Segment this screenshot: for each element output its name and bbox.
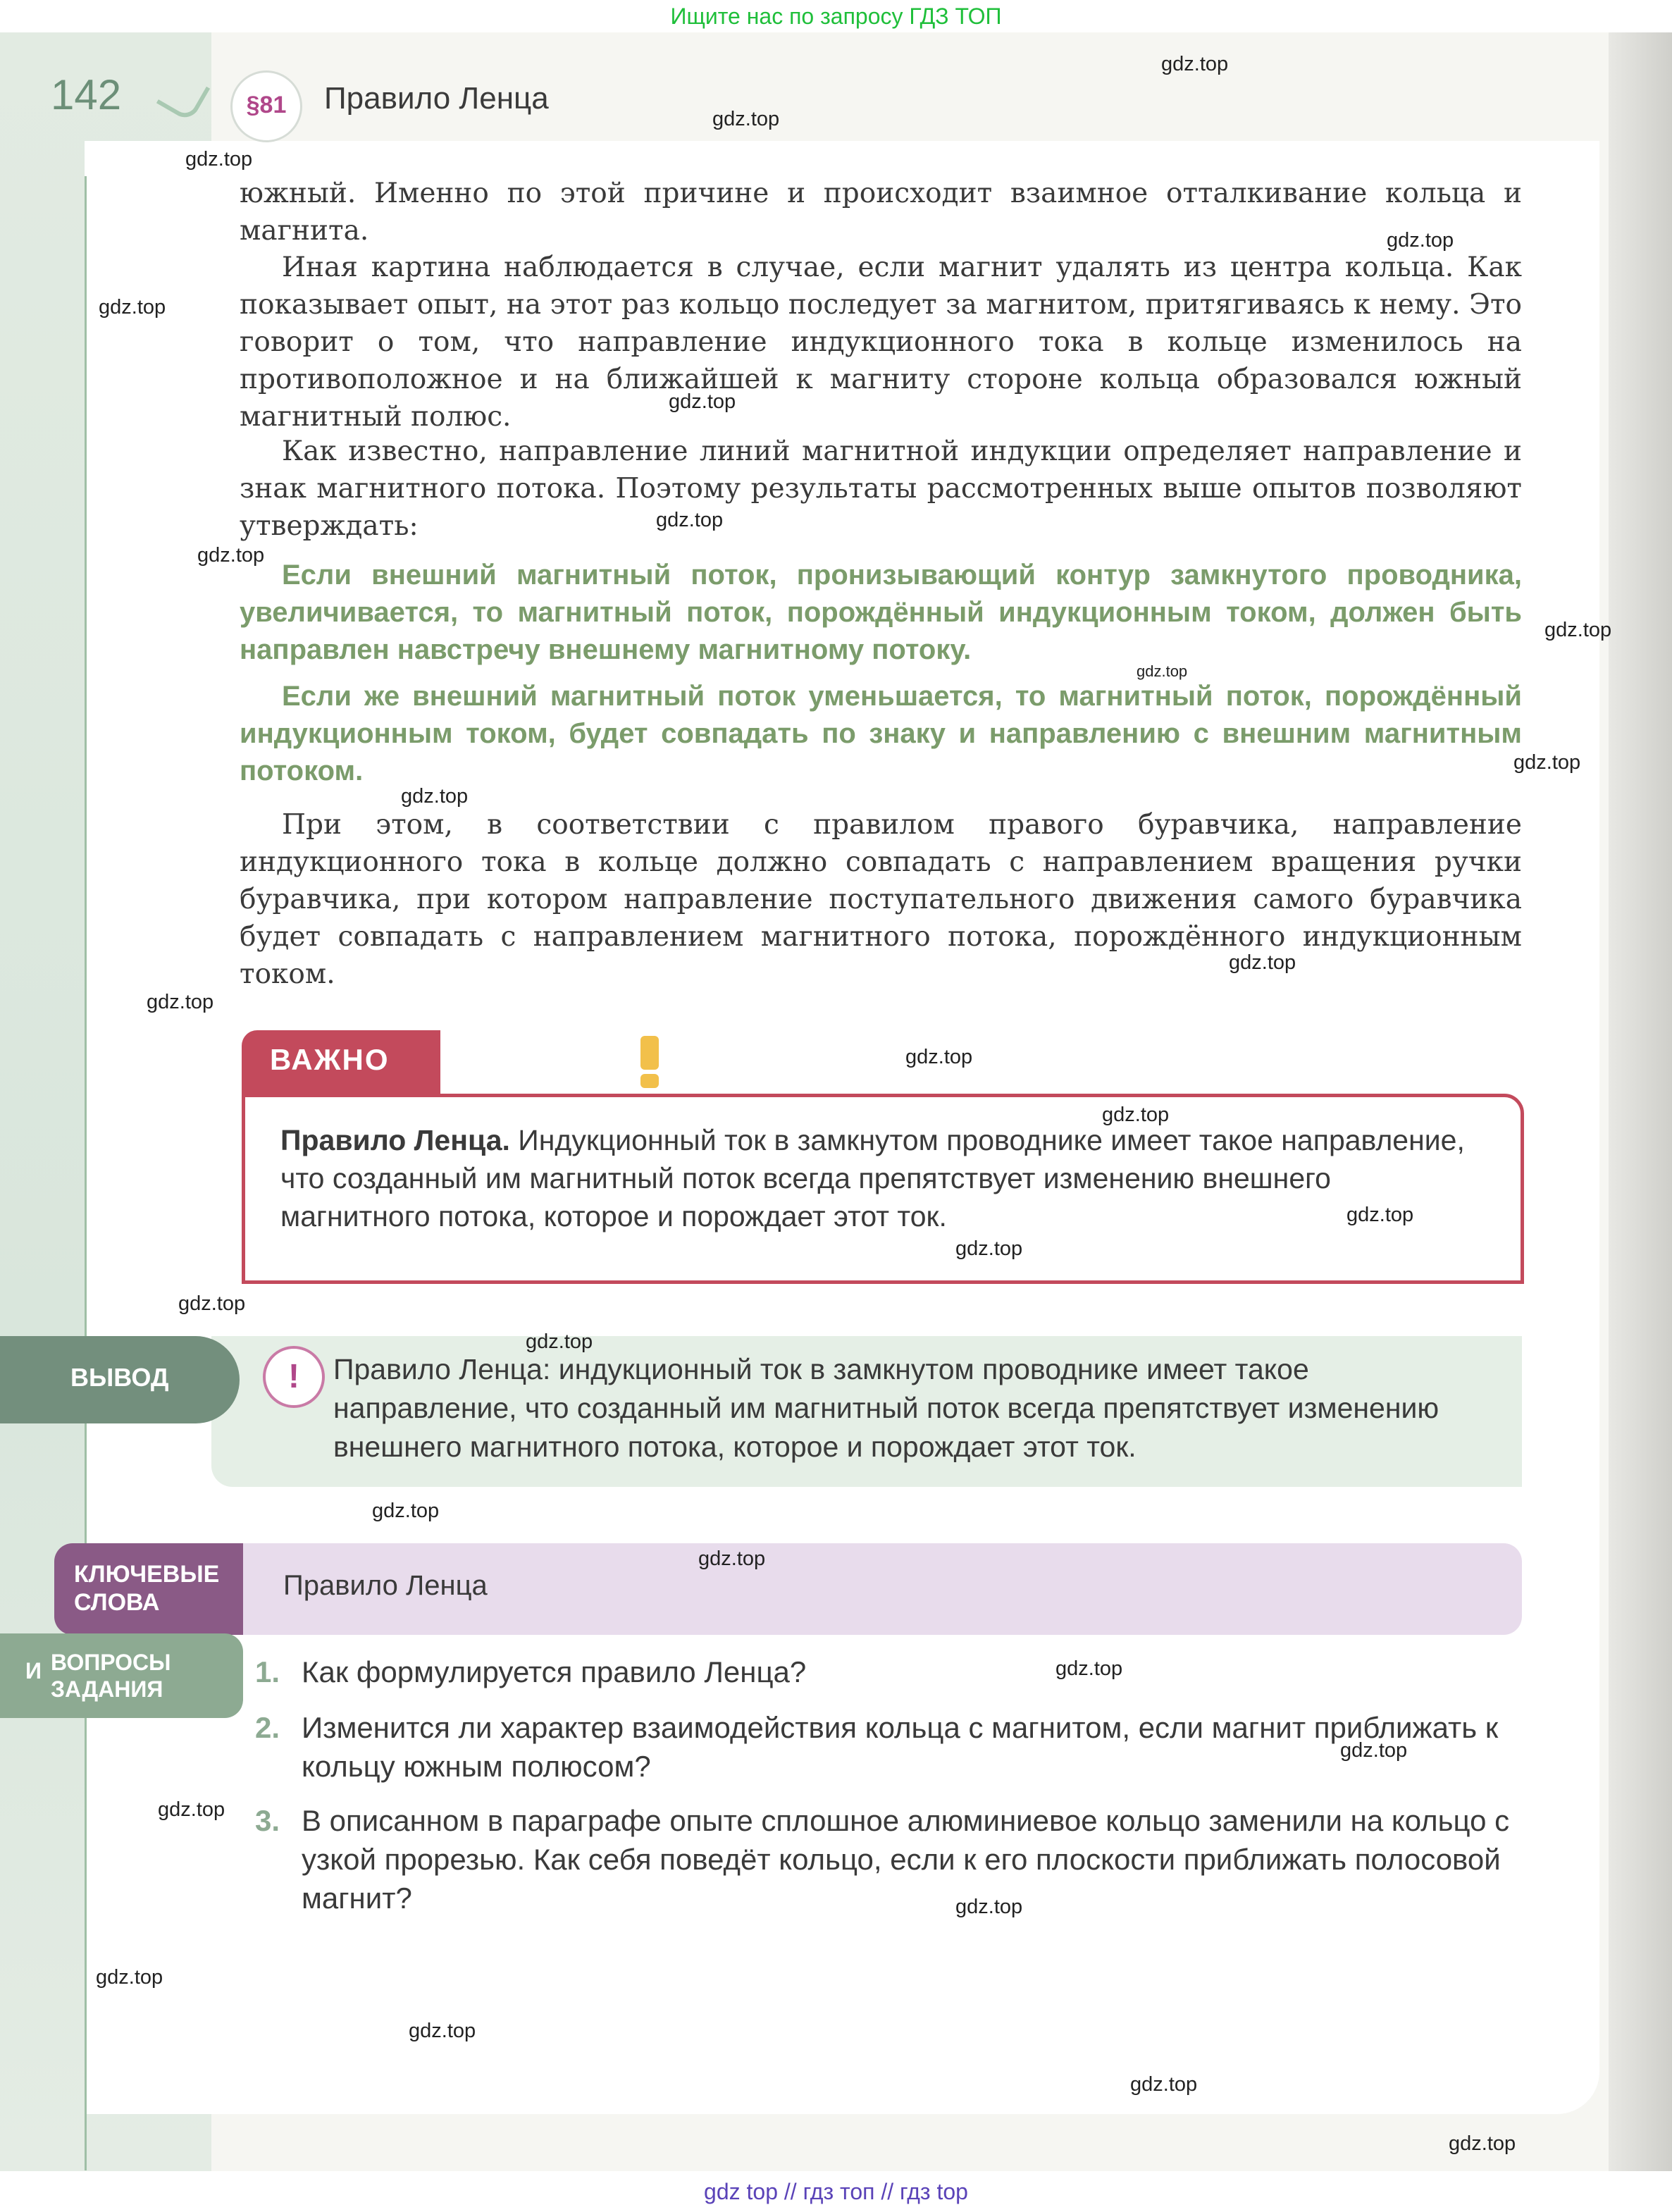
watermark: gdz.top: [1102, 1104, 1170, 1126]
watermark: gdz.top: [96, 1966, 163, 1989]
watermark: gdz.top: [1055, 1657, 1123, 1680]
questions-label: [25, 1649, 171, 1703]
important-box: [242, 1094, 1524, 1284]
watermark: gdz.top: [526, 1330, 593, 1353]
conclusion-tab: [0, 1336, 240, 1423]
questions-tab: [0, 1633, 243, 1718]
rule-decrease: Если же внешний магнитный поток уменьшается, то магнитный поток, порождённый индукционным током, будет совпадать по знаку и направлению с внешним магнитным потоком.: [240, 681, 1522, 786]
watermark: gdz.top: [905, 1046, 973, 1068]
watermark: gdz.top: [409, 2020, 476, 2042]
rule-increase: Если внешний магнитный поток, пронизывающий контур замкнутого проводника, увеличивается, то магнитный поток, порождённый индукционным током, должен быть направлен навстречу внешнему магнитному потоку.: [240, 560, 1522, 665]
questions-label-line1: ВОПРОСЫ: [51, 1650, 171, 1675]
question-number: 1.: [255, 1655, 280, 1688]
keywords-tab: [54, 1543, 243, 1635]
paragraph-1: южный. Именно по этой причине и происходит взаимное отталкивание кольца и магнита.: [240, 178, 1522, 247]
important-term: Правило Ленца.: [280, 1124, 510, 1156]
section-title: Правило Ленца: [324, 81, 549, 116]
paragraph-4: При этом, в соответствии с правилом правого буравчика, направление индукционного тока в кольце должно совпадать с направлением вращения ручки буравчика, при котором направление поступательного движения самого буравчика будет совпадать с направлением магнитного потока, порождённого индукционным током.: [240, 809, 1522, 990]
paragraph-2: Иная картина наблюдается в случае, если магнит удалять из центра кольца. Как показывает опыт, на этот раз кольцо последует за магнитом, притягиваясь к нему. Это говорит о том, что направление индукционного тока в кольце изменилось на противоположное и на ближайшей к магниту стороне кольца образовался южный магнитный полюс.: [240, 252, 1522, 433]
keywords-label-line2: СЛОВА: [74, 1589, 160, 1616]
important-label: ВАЖНО: [270, 1043, 390, 1076]
watermark: gdz.top: [1544, 619, 1612, 641]
watermark: gdz.top: [1229, 951, 1296, 974]
watermark: gdz.top: [698, 1547, 766, 1570]
watermark: gdz.top: [147, 991, 214, 1013]
paragraph-3: Как известно, направление линий магнитной индукции определяет направление и знак магнитного потока. Поэтому результаты рассмотренных выше опытов позволяют утверждать:: [240, 435, 1522, 542]
watermark: gdz.top: [401, 785, 469, 808]
watermark: gdz.top: [1449, 2132, 1516, 2155]
question-number: 3.: [255, 1804, 280, 1837]
watermark: gdz.top: [955, 1896, 1023, 1918]
conclusion-text: Правило Ленца: индукционный ток в замкнутом проводнике имеет такое направление, что созданный им магнитный поток всегда препятствует изменению внешнего магнитного потока, которое и порождает этот ток.: [333, 1353, 1439, 1463]
watermark: gdz.top: [158, 1798, 225, 1821]
attention-icon: !: [263, 1346, 325, 1408]
questions-label-line2: И ЗАДАНИЯ: [25, 1658, 163, 1702]
watermark: gdz.top: [99, 296, 166, 319]
watermark: gdz.top: [1387, 229, 1454, 252]
section-badge: §81: [230, 70, 302, 142]
watermark: gdz.top: [955, 1237, 1023, 1260]
top-banner[interactable]: Ищите нас по запросу ГДЗ ТОП: [0, 0, 1672, 32]
watermark: gdz.top: [178, 1292, 246, 1315]
exclamation-icon: [638, 1036, 662, 1088]
watermark: gdz.top: [197, 544, 265, 567]
keywords-label: [74, 1560, 219, 1617]
watermark: gdz.top: [656, 509, 724, 531]
watermark: gdz.top: [712, 108, 780, 130]
conclusion-label: ВЫВОД: [70, 1363, 169, 1392]
question-item: [255, 1652, 1523, 1691]
keywords-label-line1: КЛЮЧЕВЫЕ: [74, 1561, 220, 1588]
question-number: 2.: [255, 1711, 280, 1744]
bottom-banner[interactable]: gdz top // гдз топ // гдз top: [0, 2171, 1672, 2212]
watermark: gdz.top: [1346, 1204, 1414, 1226]
question-text: Изменится ли характер взаимодействия кольца с магнитом, если магнит приближать к кольцу южным полюсом?: [302, 1711, 1499, 1783]
watermark: gdz.top: [1513, 751, 1581, 774]
page-right-edge: [1609, 32, 1672, 2171]
question-item: [255, 1801, 1523, 1917]
watermark: gdz.top: [1340, 1739, 1408, 1762]
watermark: gdz.top: [669, 390, 736, 413]
page-number: 142: [51, 71, 122, 118]
question-text: В описанном в параграфе опыте сплошное алюминиевое кольцо заменили на кольцо с узкой прорезью. Как себя поведёт кольцо, если к его плоскости приближать полосовой магнит?: [302, 1804, 1510, 1915]
questions-label-prefix: И: [25, 1658, 42, 1683]
important-tab: [242, 1030, 440, 1094]
watermark: gdz.top: [1130, 2073, 1198, 2096]
question-item: [255, 1708, 1523, 1786]
margin-line: [85, 176, 87, 2170]
important-text: Индукционный ток в замкнутом проводнике имеет такое направление, что созданный им магнитный поток всегда препятствует изменению внешнего магнитного потока, которое и порождает этот ток.: [280, 1124, 1465, 1232]
watermark: gdz.top: [372, 1500, 440, 1522]
question-text: Как формулируется правило Ленца?: [302, 1655, 807, 1688]
watermark: gdz.top: [1137, 662, 1188, 680]
watermark: gdz.top: [1161, 53, 1229, 75]
watermark: gdz.top: [185, 148, 253, 171]
keyword-item: Правило Ленца: [283, 1570, 488, 1601]
important-text-block: [280, 1121, 1485, 1235]
